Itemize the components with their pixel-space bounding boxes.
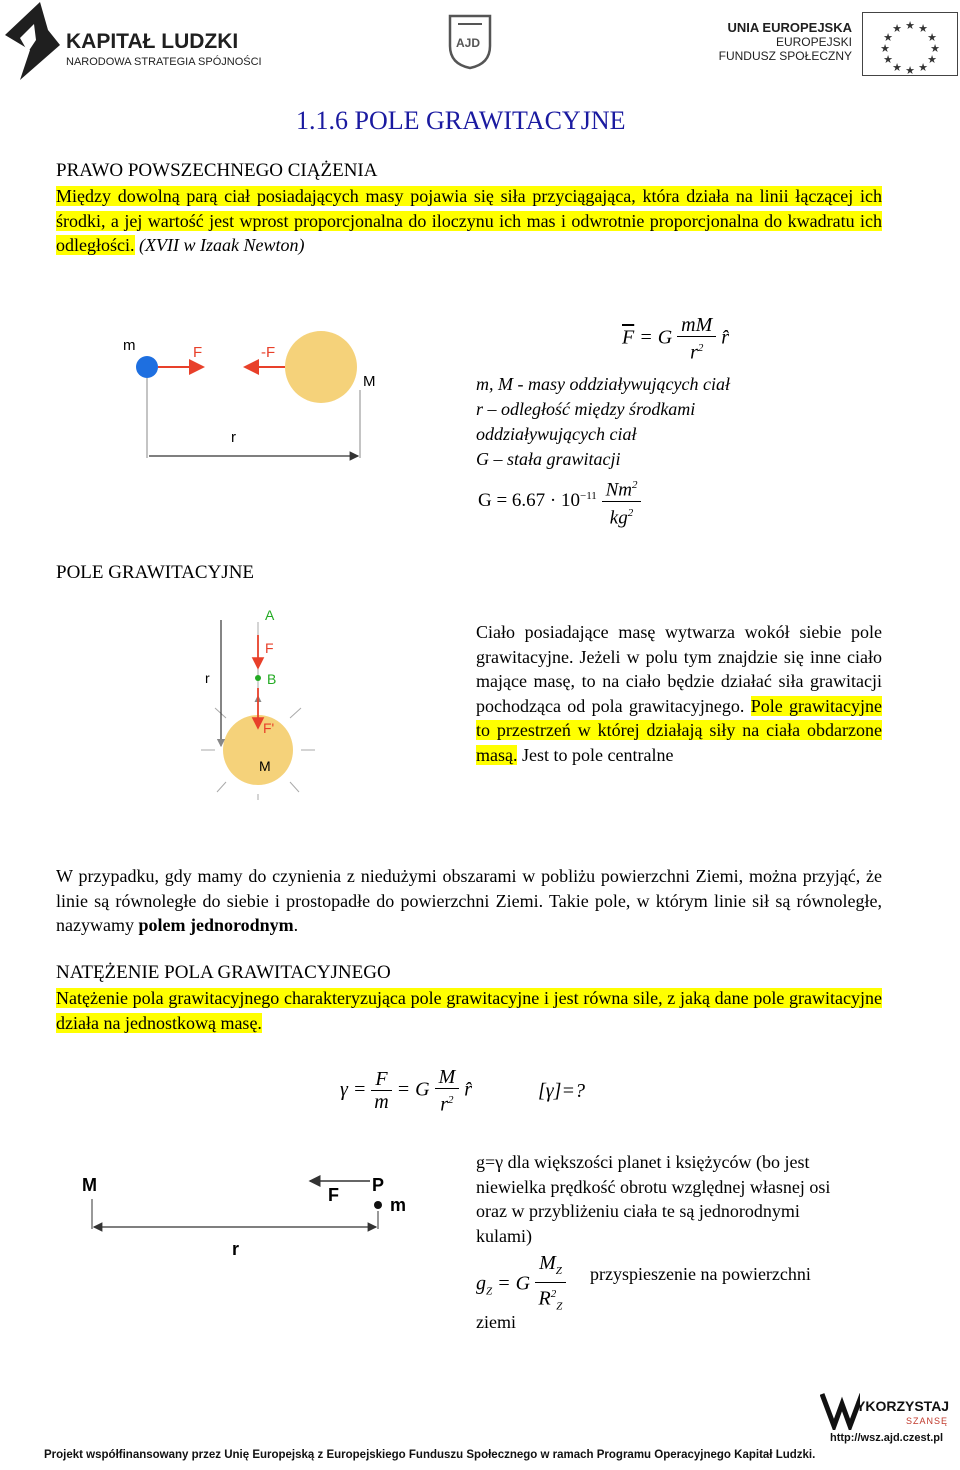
formula-eq-G: = G bbox=[639, 326, 673, 349]
intensity-eq-G: = G bbox=[396, 1078, 435, 1101]
gz-lhs: g bbox=[476, 1272, 486, 1295]
svg-text:★: ★ bbox=[905, 65, 915, 75]
label-M: M bbox=[363, 373, 376, 390]
eu-line2: EUROPEJSKI bbox=[775, 35, 852, 49]
law-definition: Między dowolną parą ciał posiadających masy pojawia się siła przyciągająca, która działa na linii łączącej ich środki, a jej wartość jest wprost proporcjonalna do iloczynu ich mas i odwrotnie proporcjonalna do kwadratu ich odległości. bbox=[56, 186, 882, 255]
label-bottom-P: P bbox=[372, 1175, 385, 1195]
intensity-formula: γ = $\frac{F}{m}$ = G $\frac{M}{r^2}$ r̂ bbox=[340, 1066, 473, 1116]
label-bottom-M: M bbox=[82, 1175, 97, 1195]
uniform-field-paragraph: W przypadku, gdy mamy do czynienia z niedużymi obszarami w pobliżu powierzchni Ziemi, można przyjąć, że linie są równoległe do siebie i prostopadłe do powierzchni Ziemi. Takie pole, w którym linie sił są równoległe, nazywamy polem jednorodnym. bbox=[56, 866, 882, 935]
svg-text:★: ★ bbox=[930, 43, 940, 55]
g-units-den: kg bbox=[609, 507, 628, 529]
svg-text:★: ★ bbox=[892, 23, 902, 35]
field-definition: Pole grawitacyjne to przestrzeń w której działają siły na ciała obdarzone masą. bbox=[476, 695, 882, 765]
label-field-r: r bbox=[205, 670, 210, 686]
intensity-definition: Natężenie pola grawitacyjnego charakteryzująca pole grawitacyjne i jest równa sile, z jaką dane pole grawitacyjne działa na jednostkową masę. bbox=[56, 988, 882, 1033]
formula-F: $\overline{F}$ bbox=[622, 326, 635, 349]
svg-text:★: ★ bbox=[918, 62, 928, 74]
legend-gravity-constant: G – stała grawitacji bbox=[476, 449, 621, 469]
section-heading-intensity: NATĘŻENIE POLA GRAWITACYJNEGO bbox=[56, 962, 391, 983]
svg-text:★: ★ bbox=[927, 32, 937, 44]
legend-distance: r – odległość między środkami bbox=[476, 399, 696, 419]
g-constant-exp: −11 bbox=[580, 489, 597, 502]
ajd-emblem-text: AJD bbox=[456, 36, 481, 50]
uniform-field-term: polem jednorodnym bbox=[138, 915, 294, 935]
large-mass-circle bbox=[285, 331, 357, 403]
eu-flag bbox=[862, 12, 958, 76]
intensity-units-question: [γ]=? bbox=[538, 1080, 585, 1102]
kapital-ludzki-title: KAPITAŁ LUDZKI bbox=[66, 30, 239, 53]
wykorzystaj-logo bbox=[820, 1390, 950, 1430]
intensity-gamma: γ = bbox=[340, 1078, 372, 1101]
intensity-unit-vector: r̂ bbox=[464, 1078, 473, 1101]
field-central: Jest to pole centralne bbox=[517, 744, 674, 765]
newton-formula bbox=[622, 314, 729, 364]
kapital-ludzki-star-icon bbox=[0, 0, 60, 80]
legend-distance-cont: oddziaływujących ciał bbox=[476, 424, 637, 444]
field-text: Ciało posiadające masę wytwarza wokół siebie pole grawitacyjne. Jeżeli w polu tym znajdzie się inne ciało mające masę, to na ciało będzie działać siła grawitacji pochodząca od pola grawitacyjnego. bbox=[476, 622, 882, 716]
label-minus-F: -F bbox=[261, 344, 276, 361]
point-B bbox=[255, 675, 261, 681]
label-A: A bbox=[265, 607, 275, 623]
kapital-ludzki-subtitle: NARODOWA STRATEGIA SPÓJNOŚCI bbox=[66, 56, 262, 68]
gz-num: M bbox=[539, 1252, 556, 1274]
footer-url[interactable]: http://wsz.ajd.czest.pl bbox=[830, 1432, 944, 1444]
intensity-num-F: F bbox=[371, 1068, 391, 1091]
law-note: (XVII w Izaak Newton) bbox=[134, 235, 305, 255]
intensity-num-M: M bbox=[435, 1066, 460, 1089]
label-bottom-m: m bbox=[390, 1195, 407, 1215]
legend-masses: m, M - masy oddziaływujących ciał bbox=[476, 374, 730, 394]
section-heading-law: PRAWO POWSZECHNEGO CIĄŻENIA bbox=[56, 160, 378, 181]
label-bottom-r: r bbox=[232, 1239, 240, 1259]
label-F: F bbox=[193, 344, 203, 361]
point-P bbox=[374, 1201, 382, 1209]
label-r: r bbox=[231, 429, 236, 446]
eu-line3: FUNDUSZ SPOŁECZNY bbox=[718, 49, 852, 63]
svg-text:★: ★ bbox=[883, 54, 893, 66]
eu-line1: UNIA EUROPEJSKA bbox=[727, 20, 852, 35]
footer-project-text: Projekt współfinansowany przez Unię Europejską z Europejskiego Funduszu Społecznego w ramach Programu Operacyjnego Kapitał Ludzki. bbox=[44, 1449, 816, 1461]
field-point-diagram bbox=[80, 1165, 420, 1270]
svg-text:★: ★ bbox=[880, 43, 890, 55]
label-B: B bbox=[267, 671, 277, 687]
g-constant-lhs: G = 6.67 · 10 bbox=[478, 490, 581, 512]
wykorzystaj-w-icon bbox=[820, 1390, 860, 1430]
wykorzystaj-text: YKORZYSTAJ bbox=[856, 1398, 950, 1414]
gz-description: przyspieszenie na powierzchni bbox=[590, 1264, 811, 1284]
intensity-den-r: r bbox=[440, 1093, 449, 1116]
kapital-ludzki-logo bbox=[0, 0, 280, 80]
g-units-num: Nm bbox=[605, 479, 632, 501]
gravity-field-diagram bbox=[195, 600, 325, 800]
field-paragraph bbox=[476, 620, 882, 767]
label-bottom-F: F bbox=[328, 1185, 339, 1205]
gz-tail: ziemi bbox=[476, 1312, 516, 1332]
g-constant-units: $\frac{Nm^2}{kg^2}$ bbox=[602, 474, 642, 530]
formula-num: mM bbox=[677, 314, 716, 337]
ajd-emblem bbox=[440, 10, 500, 70]
label-m: m bbox=[123, 337, 136, 354]
g-constant-formula bbox=[478, 474, 641, 530]
label-field-F2: F' bbox=[263, 720, 275, 736]
page-title: 1.1.6 POLE GRAWITACYJNE bbox=[296, 106, 626, 135]
law-paragraph bbox=[56, 184, 882, 258]
section-heading-field: POLE GRAWITACYJNE bbox=[56, 562, 255, 583]
wykorzystaj-subtext: SZANSĘ bbox=[906, 1416, 949, 1426]
g-paragraph: g=γ dla większości planet i księżyców (bo jest niewielka prędkość obrotu względnej własnej osi oraz w przybliżeniu ciała te są jednorodnymi kulami) bbox=[476, 1152, 831, 1246]
eu-stars-icon bbox=[863, 13, 957, 75]
svg-text:★: ★ bbox=[918, 23, 928, 35]
formula-den: $r^2$ bbox=[690, 341, 704, 364]
newton-force-diagram bbox=[115, 330, 385, 470]
eu-text bbox=[700, 20, 852, 63]
formula-legend bbox=[476, 372, 730, 472]
svg-text:★: ★ bbox=[927, 54, 937, 66]
gz-den: R bbox=[538, 1287, 551, 1310]
gz-formula: $g_Z = G$ $\frac{M_Z}{R^2_Z}$ bbox=[476, 1252, 566, 1318]
label-field-F: F bbox=[265, 640, 274, 656]
intensity-paragraph bbox=[56, 986, 882, 1035]
uniform-field-text: W przypadku, gdy mamy do czynienia z niedużymi obszarami w pobliżu powierzchni Ziemi, można przyjąć, że linie są równoległe do siebie i prostopadłe do powierzchni Ziemi. Takie pole, w którym linie sił są równoległe, nazywamy bbox=[56, 866, 882, 935]
svg-text:★: ★ bbox=[883, 32, 893, 44]
label-field-M: M bbox=[259, 758, 271, 774]
small-mass-circle bbox=[136, 356, 158, 378]
svg-text:★: ★ bbox=[905, 20, 915, 32]
formula-fraction bbox=[677, 314, 716, 364]
gz-eq-G: = G bbox=[497, 1272, 536, 1295]
svg-text:★: ★ bbox=[892, 62, 902, 74]
formula-unit-vector: r̂ bbox=[721, 326, 730, 349]
intensity-den-m: m bbox=[374, 1091, 389, 1114]
